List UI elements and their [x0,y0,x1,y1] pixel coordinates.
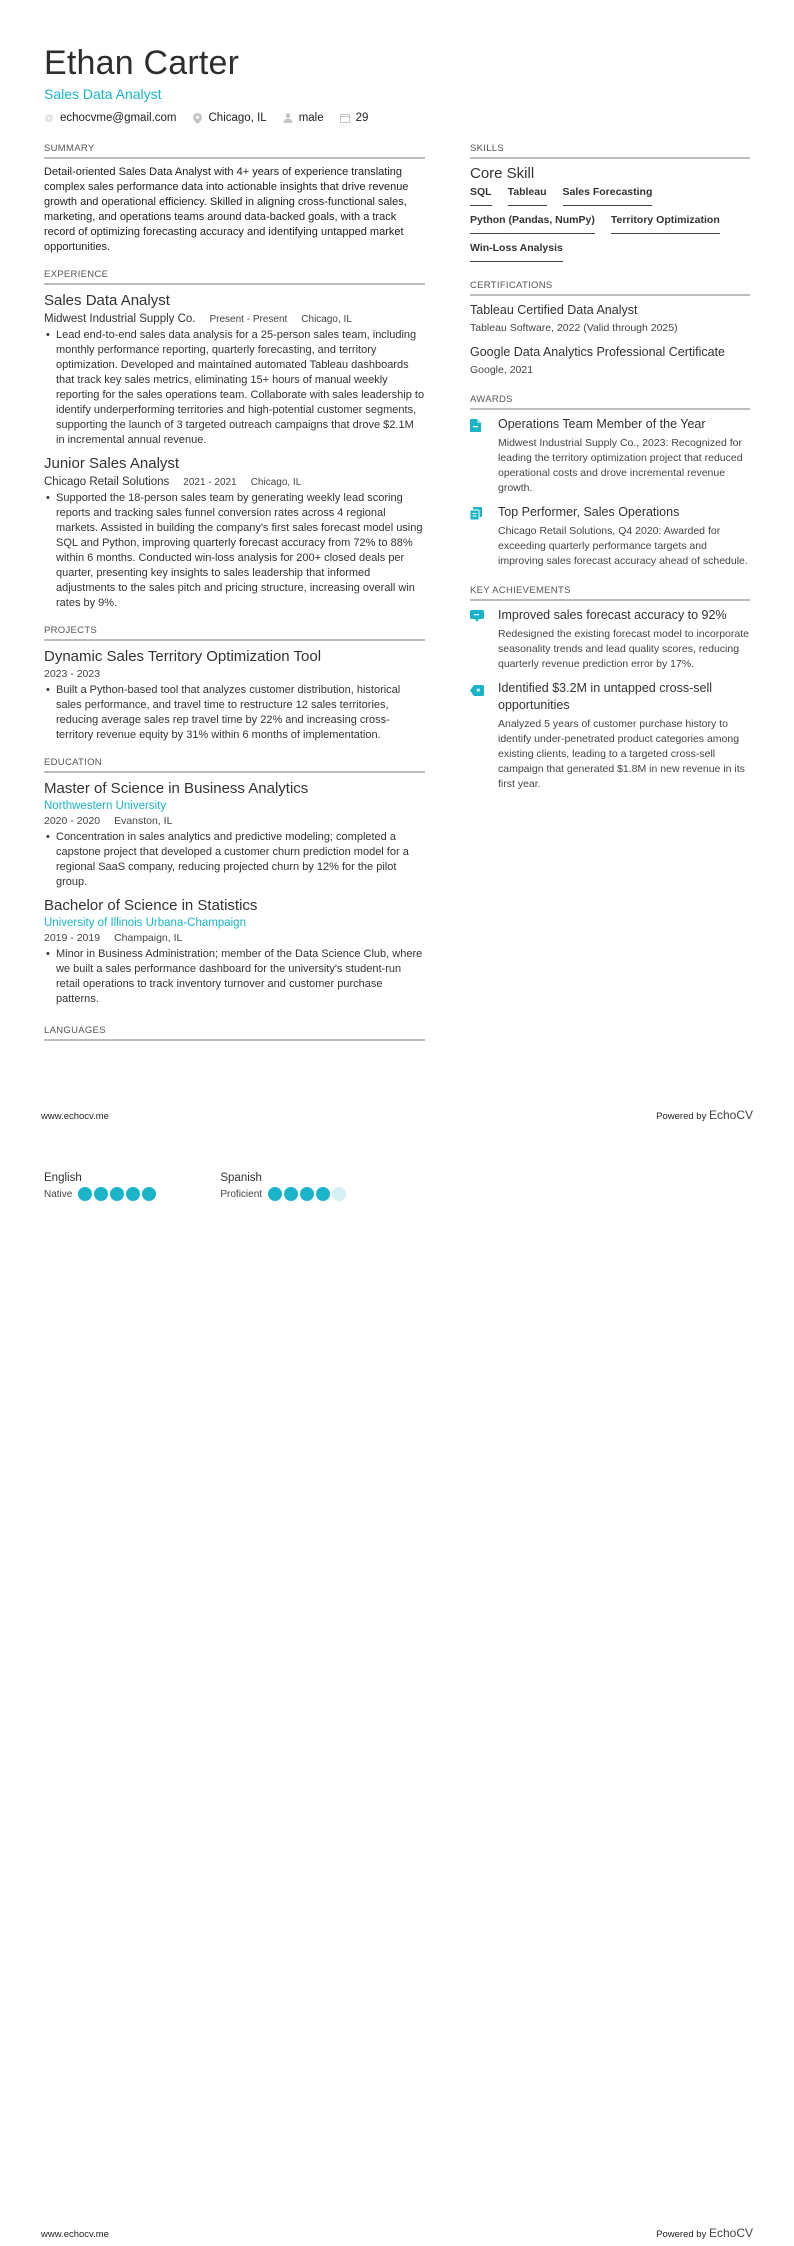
achievement-entry [470,607,750,672]
award-description: Chicago Retail Solutions, Q4 2020: Awarded for exceeding quarterly performance targets and improving sales forecast accuracy ahead of schedule. [498,525,748,567]
certification-name: Tableau Certified Data Analyst [470,303,638,317]
award-description: Midwest Industrial Supply Co., 2023: Recognized for leading the territory optimization project that reduced operational costs and drove incremental revenue growth. [498,437,743,494]
person-icon [283,113,293,123]
rating-dot-filled [78,1187,92,1201]
section-heading: SKILLS [470,143,750,159]
language-entry [220,1172,348,1201]
rating-dot-filled [110,1187,124,1201]
at-icon: @ [44,113,54,123]
job-location: Chicago, IL [250,477,302,488]
education-dates: 2019 - 2019 [44,932,101,944]
project-dates: 2023 - 2023 [44,668,101,680]
rating-dot-empty [332,1187,346,1201]
education-location: Evanston, IL [114,815,173,827]
location-value: Chicago, IL [208,112,267,124]
certification-issuer: Tableau Software, 2022 (Valid through 2025) [470,322,678,334]
job-location: Chicago, IL [301,314,352,325]
bullet-item: • Concentration in sales analytics and predictive modeling; completed a capstone project that developed a customer churn prediction model for a regional SaaS company, reducing projected churn by 12% for the pilot group. [44,830,425,890]
degree-title: Master of Science in Business Analytics [44,780,309,797]
contact-age [340,112,369,124]
section-heading: EXPERIENCE [44,269,425,285]
job-dates: 2021 - 2021 [183,477,237,488]
bullet-item: • Lead end-to-end sales data analysis for a 25-person sales team, including monthly performance reporting, quarterly forecasting, and territory optimization. Developed and maintained automated Tableau dashboards that track key sales metrics, eliminating 15+ hours of manual weekly reporting for the sales operations team. Collaborate with sales leadership to identify underperforming territories and high-potential customer segments, supporting the launch of 3 targeted outreach campaigns that drove $2.1M in incremental annual revenue. [44,328,425,448]
rating-dot-filled [300,1187,314,1201]
experience-entry [44,454,425,611]
education-meta [44,815,425,827]
brand-name: EchoCV [708,2226,753,2240]
language-name: English [44,1172,82,1184]
language-level: Native [44,1188,73,1200]
language-rating-row [220,1187,348,1201]
certification-name: Google Data Analytics Professional Certificate [470,345,725,359]
calendar-icon [340,113,350,123]
awards-section [470,394,750,569]
job-bullets [44,328,425,448]
achievement-description: Redesigned the existing forecast model to incorporate seasonality trends and lead quality scores, reducing quarterly revenue prediction error by 17%. [498,628,749,670]
contact-gender [283,112,324,124]
powered-prefix: Powered by [656,1111,707,1122]
certification-entry [470,302,750,334]
section-heading: CERTIFICATIONS [470,280,750,296]
language-level: Proficient [220,1188,263,1200]
education-location: Champaign, IL [114,932,183,944]
candidate-title: Sales Data Analyst [44,86,162,102]
gender-value: male [298,112,324,124]
degree-title: Bachelor of Science in Statistics [44,897,258,914]
footer-site-link[interactable]: www.echocv.me [41,2229,109,2240]
certification-issuer: Google, 2021 [470,364,534,376]
languages-section [44,1025,425,1041]
section-heading: KEY ACHIEVEMENTS [470,585,750,601]
brand-name: EchoCV [708,1108,753,1122]
rating-dot-filled [126,1187,140,1201]
education-bullets [44,947,425,1007]
contact-email[interactable] [44,112,177,124]
education-entry [44,779,425,890]
education-bullets [44,830,425,890]
project-bullets [44,683,425,743]
powered-by [656,1108,753,1122]
rating-dot-filled [284,1187,298,1201]
key-achievements-section [470,585,750,792]
bullet-item: • Minor in Business Administration; member of the Data Science Club, where we built a sales performance dashboard for the university's student-run retail operations to track inventory turnover and customer purchase patterns. [44,947,425,1007]
skill-tag: Sales Forecasting [563,186,653,206]
bullet-item: • Supported the 18-person sales team by generating weekly lead scoring reports and tracking sales funnel conversion rates across 4 regional markets. Assisted in building the company's first sales forecast model using SQL and Python, improving quarterly forecast accuracy from 72% to 88% within 6 months. Conducted win-loss analysis for 200+ closed deals per quarter, presenting key insights to sales leadership that informed adjustments to the sales pitch and pricing structure, increasing overall win rates by 9%. [44,491,425,611]
email-value: echocvme@gmail.com [60,112,177,124]
resume-header [44,44,750,124]
age-value: 29 [355,112,369,124]
achievement-title: Improved sales forecast accuracy to 92% [498,608,727,622]
company-name: Chicago Retail Solutions [44,476,170,488]
summary-text: Detail-oriented Sales Data Analyst with 4+ years of experience translating complex sales performance data into actionable insights that drive revenue growth and operational efficiency. Skilled in aligning cross-functional sales, marketing, and operations teams around data-backed goals, with a track record of optimizing forecasting accuracy and identifying untapped market opportunities. [44,166,409,253]
rating-dot-filled [142,1187,156,1201]
certification-entry [470,344,750,376]
skill-tag: Python (Pandas, NumPy) [470,214,595,234]
projects-section [44,625,425,743]
project-entry [44,647,425,743]
footer-site-link[interactable]: www.echocv.me [41,1111,109,1122]
language-entry [44,1172,158,1201]
document-icon [470,416,498,496]
page-footer [41,1108,753,1122]
education-section [44,757,425,1007]
powered-prefix: Powered by [656,2229,707,2240]
section-heading: AWARDS [470,394,750,410]
job-meta [44,476,425,488]
company-name: Midwest Industrial Supply Co. [44,313,196,325]
bullet-item: • Built a Python-based tool that analyzes customer distribution, historical sales performance, and travel time to restructure 12 sales territories, reducing average sales rep travel time by 22% and increasing cross-territory revenue equity by 31% within 6 months of implementation. [44,683,425,743]
rating-dot-filled [94,1187,108,1201]
speech-bubble-icon [470,607,498,672]
left-column [44,143,425,1055]
right-column [470,143,750,806]
location-pin-icon [193,113,203,123]
tag-icon [470,680,498,792]
skill-tag: Tableau [508,186,547,206]
award-title: Top Performer, Sales Operations [498,505,680,519]
award-entry [470,504,750,569]
education-dates: 2020 - 2020 [44,815,101,827]
language-rating-row [44,1187,158,1201]
job-bullets [44,491,425,611]
award-title: Operations Team Member of the Year [498,417,706,431]
job-title: Junior Sales Analyst [44,455,180,472]
job-dates: Present - Present [209,314,288,325]
skill-tag: SQL [470,186,492,206]
skill-tag: Territory Optimization [611,214,720,234]
language-name: Spanish [220,1172,262,1184]
education-entry [44,896,425,1007]
summary-section [44,143,425,255]
job-title: Sales Data Analyst [44,292,170,309]
candidate-name: Ethan Carter [44,44,240,82]
certifications-section [470,280,750,376]
contact-location [193,112,267,124]
experience-section [44,269,425,611]
school-name: University of Illinois Urbana-Champaign [44,917,246,929]
languages-list [44,1172,348,1201]
skill-group-title: Core Skill [470,165,535,182]
section-heading: EDUCATION [44,757,425,773]
project-title: Dynamic Sales Territory Optimization Tool [44,648,322,665]
section-heading: SUMMARY [44,143,425,159]
section-heading: LANGUAGES [44,1025,425,1041]
section-heading: PROJECTS [44,625,425,641]
contact-bar [44,112,750,124]
powered-by [656,2226,753,2240]
job-meta [44,313,425,325]
school-name: Northwestern University [44,800,167,812]
achievement-entry [470,680,750,792]
award-entry [470,416,750,496]
experience-entry [44,291,425,448]
page-footer [41,2226,753,2240]
skill-tag: Win-Loss Analysis [470,242,563,262]
rating-dot-filled [316,1187,330,1201]
achievement-title: Identified $3.2M in untapped cross-sell opportunities [498,681,713,712]
rating-dot-filled [268,1187,282,1201]
clipboard-icon [470,504,498,569]
achievement-description: Analyzed 5 years of customer purchase history to identify under-penetrated product categories among existing clients, leading to a targeted cross-sell campaign that generated $1.8M in new revenue in its first year. [498,718,745,790]
education-meta [44,932,425,944]
skill-tags [470,186,750,262]
skills-section [470,143,750,262]
